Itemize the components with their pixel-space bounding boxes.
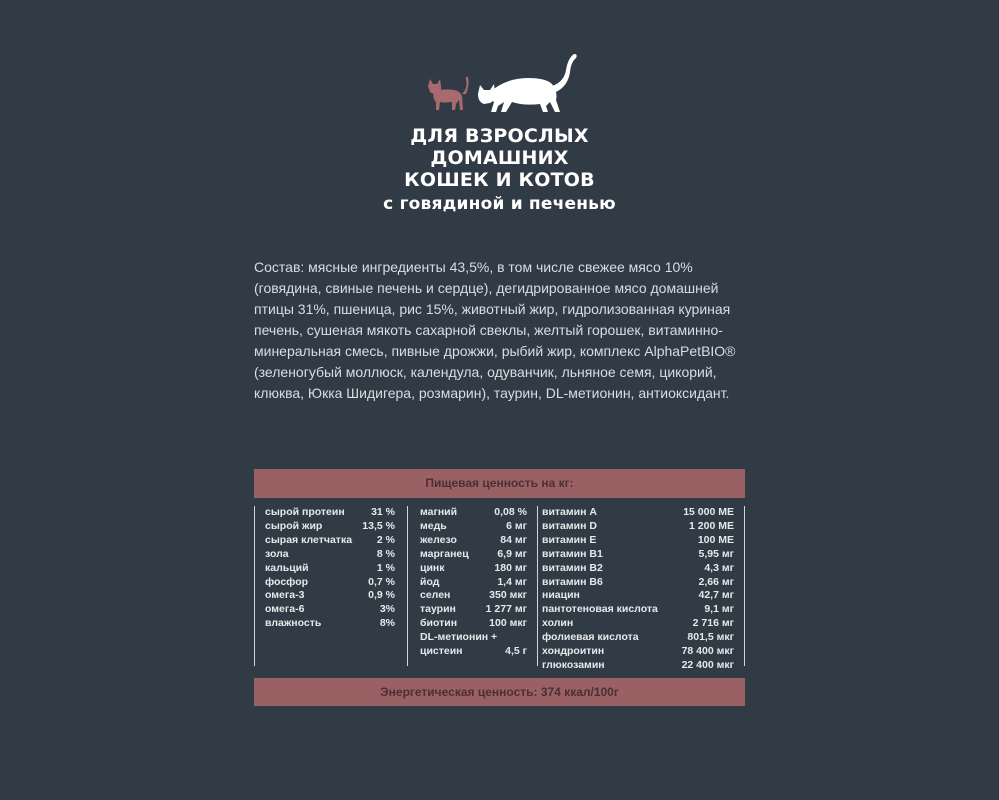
nutrient-name: железо <box>420 533 457 546</box>
nutrient-name: влажность <box>265 617 322 630</box>
nutrient-row <box>265 562 395 576</box>
nutrient-row <box>265 534 395 548</box>
nutrient-row <box>265 548 395 562</box>
nutrient-name: кальций <box>265 561 309 574</box>
nutrient-row <box>542 576 734 590</box>
nutrient-name: марганец <box>420 547 469 560</box>
nutrient-row <box>265 506 395 520</box>
heading-line-2: ДОМАШНИХ <box>430 147 569 169</box>
nutrient-row <box>420 603 527 617</box>
nutrient-name: цинк <box>420 561 445 574</box>
nutrient-row <box>420 576 527 590</box>
nutrient-value: 3% <box>379 603 395 616</box>
nutrient-value: 6,9 мг <box>497 547 527 560</box>
heading-line-1: ДЛЯ ВЗРОСЛЫХ <box>410 125 589 147</box>
nutrient-row <box>542 659 734 673</box>
nutrient-name: сырая клетчатка <box>265 533 353 546</box>
nutrient-name: фосфор <box>265 575 309 588</box>
nutrient-name: медь <box>420 519 447 532</box>
composition-text: Состав: мясные ингредиенты 43,5%, в том числе свежее мясо 10% (говядина, свиные печень и сердце), дегидрированное мясо домашней птицы 31%, пшеница, рис 15%, животный жир, гидролизованная куриная печень, сушеная мякоть сахарной свеклы, желтый горошек, витаминно-минеральная смесь, пивные дрожжи, рыбий жир, комплекс AlphaPetBIO® (зеленогубый моллюск, календула, одуванчик, льняное семя, цикорий, клюква, Юкка Шидигера, розмарин), таурин, DL-метионин, антиоксидант. <box>254 259 736 401</box>
nutrient-name: зола <box>265 547 289 560</box>
nutrient-row <box>420 617 527 631</box>
nutrient-name: магний <box>420 506 458 518</box>
nutrient-value: 350 мкг <box>489 589 527 602</box>
nutrient-name: витамин В1 <box>542 547 603 560</box>
nutrient-value: 4,5 г <box>505 645 527 658</box>
nutrient-name: омега-3 <box>265 589 305 602</box>
nutrient-name: таурин <box>420 603 456 616</box>
nutrient-row <box>420 645 527 659</box>
nutrient-row <box>542 603 734 617</box>
nutrient-value: 801,5 мкг <box>687 631 734 644</box>
nutrient-value: 0,08 % <box>494 506 527 518</box>
nutrition-table <box>254 469 745 671</box>
nutrient-row <box>542 534 734 548</box>
nutrient-row <box>542 548 734 562</box>
nutrient-row <box>420 631 527 645</box>
nutrition-column-3 <box>537 506 745 671</box>
nutrient-name: омега-6 <box>265 603 305 616</box>
nutrient-row <box>542 589 734 603</box>
nutrient-value: 8% <box>379 617 395 630</box>
nutrient-row <box>420 520 527 534</box>
nutrition-column-1 <box>254 506 407 666</box>
nutrient-name: витамин В2 <box>542 561 603 574</box>
nutrient-value: 42,7 мг <box>698 589 734 602</box>
nutrient-value: 4,3 мг <box>704 561 734 574</box>
nutrient-value: 1 200 МЕ <box>689 519 734 532</box>
nutrient-row <box>265 603 395 617</box>
nutrient-row <box>265 520 395 534</box>
nutrient-value: 0,9 % <box>368 589 395 602</box>
nutrient-row <box>542 562 734 576</box>
nutrient-row <box>542 506 734 520</box>
nutrient-row <box>420 506 527 520</box>
nutrient-row <box>265 589 395 603</box>
nutrient-name: сырой протеин <box>265 506 345 518</box>
nutrient-name: фолиевая кислота <box>542 631 639 644</box>
nutrient-row <box>542 645 734 659</box>
heading-subtitle: с говядиной и печенью <box>383 194 616 214</box>
energy-value: Энергетическая ценность: 374 ккал/100г <box>254 678 745 706</box>
nutrient-value: 180 мг <box>494 561 527 574</box>
cats-logo-icon <box>420 48 580 118</box>
nutrient-value: 2 716 мг <box>692 617 734 630</box>
nutrition-column-2 <box>407 506 537 666</box>
nutrient-value: 9,1 мг <box>704 603 734 616</box>
nutrient-value: 22 400 мкг <box>681 658 734 671</box>
nutrition-title: Пищевая ценность на кг: <box>254 469 745 498</box>
nutrient-row <box>420 562 527 576</box>
nutrient-value: 78 400 мкг <box>681 645 734 658</box>
nutrient-value: 15 000 МЕ <box>683 506 734 518</box>
nutrient-row <box>420 534 527 548</box>
nutrient-value: 100 мкг <box>489 617 527 630</box>
nutrient-row <box>542 631 734 645</box>
kitten-icon <box>428 77 469 110</box>
nutrient-value: 1 % <box>376 561 395 574</box>
nutrient-value: 31 % <box>371 506 395 518</box>
nutrient-name: DL-метионин + <box>420 631 498 644</box>
nutrition-columns <box>254 506 745 671</box>
nutrient-name: холин <box>542 617 574 630</box>
nutrient-value: 1 277 мг <box>485 603 527 616</box>
nutrient-row <box>542 617 734 631</box>
nutrient-row <box>265 617 395 631</box>
nutrient-name: витамин В6 <box>542 575 603 588</box>
nutrient-name: витамин D <box>542 519 597 532</box>
nutrient-name: селен <box>420 589 451 602</box>
nutrient-name: витамин Е <box>542 533 597 546</box>
nutrient-row <box>265 576 395 590</box>
nutrient-row <box>420 589 527 603</box>
nutrient-value: 0,7 % <box>368 575 395 588</box>
nutrient-row <box>420 548 527 562</box>
nutrient-value: 6 мг <box>506 519 527 532</box>
nutrient-name: йод <box>420 575 440 588</box>
nutrient-value: 8 % <box>376 547 395 560</box>
nutrient-name: пантотеновая кислота <box>542 603 658 616</box>
nutrient-name: сырой жир <box>265 519 323 532</box>
nutrient-value: 100 МЕ <box>697 533 734 546</box>
nutrient-name: ниацин <box>542 589 580 602</box>
adult-cat-icon <box>478 54 577 112</box>
nutrient-name: биотин <box>420 617 458 630</box>
nutrient-value: 1,4 мг <box>497 575 527 588</box>
nutrient-name: цистеин <box>420 645 463 658</box>
product-heading <box>0 125 999 215</box>
nutrient-name: глюкозамин <box>542 658 605 671</box>
nutrient-value: 84 мг <box>500 533 527 546</box>
nutrient-name: хондроитин <box>542 645 605 658</box>
heading-line-3: КОШЕК И КОТОВ <box>404 169 595 191</box>
nutrient-value: 13,5 % <box>362 519 395 532</box>
nutrient-value: 5,95 мг <box>698 547 734 560</box>
nutrient-name: витамин А <box>542 506 597 518</box>
nutrient-value: 2,66 мг <box>698 575 734 588</box>
nutrient-row <box>542 520 734 534</box>
nutrient-value: 2 % <box>376 533 395 546</box>
